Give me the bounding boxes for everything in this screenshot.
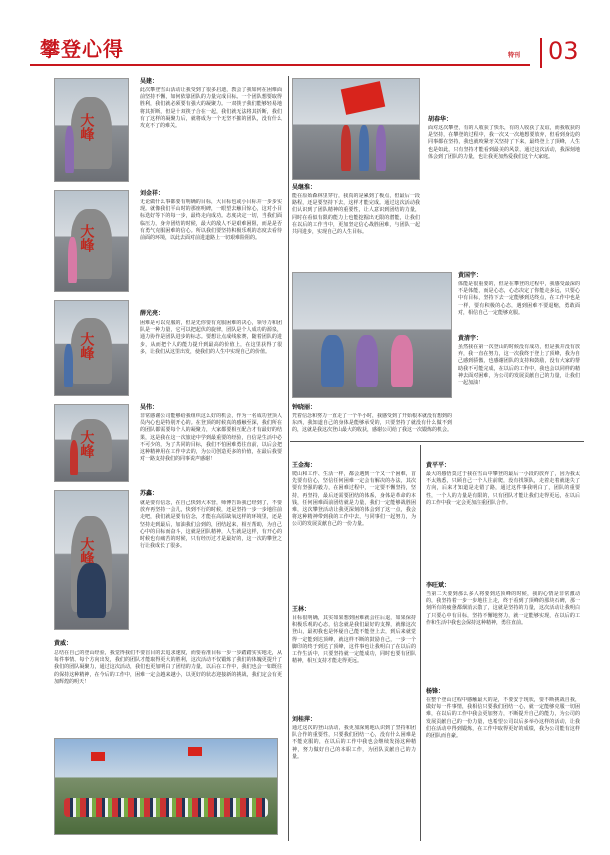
entry-text: 非常感谢公司能够给我组织这么好的机会，作为一名成功登顶人员内心也是特别开心的。在登顶的时候真的感触至深，我们所在的团队都需要每个人的凝聚力，大家都要相互配合才有最好的结果，这是我在这一次旅途中学到最重要的经验，自信是生活中必不可少的，为了共同的目标，我们不怕困难勇往直前，以后会把这种精神用在工作中去的，为公司创造更多的价值，在最后我要对一路支持我们的同事说声感谢！: [140, 413, 282, 463]
entry-photo: [54, 404, 129, 482]
page-header: [30, 30, 582, 70]
entry-text: 体能是很重要的，但是在攀登的过程中，我感受最深的不是体能，而是心态，心态决定了你能走多远，只要心中有目标，坚持下去一定能够到达终点，在工作中也是一样，要有积极的心态，遇到困难不要退缩，勇敢面对，相信自己一定能够克服。: [458, 281, 580, 316]
entry-author: 李旺斌：: [426, 582, 451, 589]
entry-text: 在整个登山过程中感触最大的是，不要安于现状，要不断挑战自我，做好每一件事情，我相信只要我们团结一心，就一定能够克服一切困难，在以后的工作中我会更加努力，不断提升自己的能力，为公司的发展贡献自己的一份力量，也希望公司以后多举办这样的活动，让我们在活动中得到锻炼，在工作中取得更好的成绩，我为公司能有这样的团队而自豪。: [426, 697, 580, 740]
page-title: 攀登心得: [40, 37, 124, 61]
entry-text: 通过这次的登山活动，我更加深刻地认识到了坚持和团队合作的重要性，只要我们团结一心，没有什么困难是不能克服的，在以后的工作中我也会继续发扬这种精神，努力做好自己的本职工作，为团队贡献自己的力量。: [292, 725, 416, 760]
entry-author: 黄平平：: [426, 462, 451, 469]
entry-photo: [54, 490, 129, 630]
entry-photo: [54, 190, 129, 292]
entry-author: 黄清宇：: [458, 335, 483, 342]
entry-author: 钟晓丽：: [292, 404, 317, 411]
entry-author: 王林：: [292, 606, 311, 613]
entry-text: 就是要有信念，在自己快到大本营，师傅告诉我已经到了，不要放弃再坚持一会儿，快到不行的时候，还是坚持一步一步地往前走吧，我们就是要有信念，才能在高原缺氧这样的环境里，还是坚持走到最后，加油我们会到的，团结起来，相互帮助，为自己心中的目标而奋斗，这就是团队精神，人生就是这样，有开心的时候也有痛苦的时候，只有经历过才是最好的，这一次的攀登之行让我成长了很多。: [140, 500, 282, 550]
entry-photo: [54, 300, 129, 396]
section-label: 特刊: [508, 52, 521, 59]
entry-photo: [292, 78, 420, 180]
entry-text: 目标很明确，其实如果想到困难就会往后退，如果保持积极乐观的心态，信念就是我们最好的支撑，就像这次登山，最初我也是怀疑自己能不能登上去，到后来就觉得一定能到达顶峰，就这样不断的鼓励自己，一步一个脚印的终于到达了顶峰，这件事也让我明白了在以后的工作生活中，只要坚持就一定能成功，同时也要有团队精神，相互支持才能走得更远。: [292, 615, 416, 665]
entry-text: 凭着信念和努力一直走了一个半小时，我感受到了开始根本就没有想到的东西，我知道自己的身体是能够承受的，只要坚持了就没有什么做不到的，这就是我这次登山最大的收获，感谢公司给了我这一次锻炼的机会。: [292, 413, 452, 434]
entry-author: 刘金祥：: [140, 190, 165, 197]
entry-author: 吴继淮：: [292, 184, 317, 191]
entry-text: 此次攀登雪山活动让我受到了很多启迪，教会了我如何在困难面前坚持不懈，如何依靠团队的力量完成目标。一个团队想要取得胜利，我们就必须要有强大的凝聚力。一双筷子我们能够轻易地将其折断，但是十双筷子合在一起，我们就无法将其折断，我们有了这样的凝聚力后，就将成为一个无坚不摧的团队，没有什么攻克不了的难关。: [140, 87, 282, 130]
entry-text: 当第二天要到那么多人将要到达顶峰的时候，我的心情是非常激动的，我坚持着一步一步地往上走，终于看到了顶峰的那块石碑，那一刻所有的疲惫都烟消云散了，这就是坚持的力量，这次活动让我明白了只要心中有目标，坚持不懈地努力，就一定能够实现，在以后的工作和生活中我也会保持这种精神，勇往直前。: [426, 591, 580, 626]
column-divider-1: [288, 76, 289, 841]
page-number: 03: [548, 37, 579, 65]
entry-author: 刘桂萍：: [292, 716, 317, 723]
entry-author: 胡春华：: [428, 116, 453, 123]
group-photo: [54, 738, 278, 835]
entry-text: 爬山和工作、生活一样，都会遇到一个又一个困难，首先要有信心，坚信任何困难一定会有解决的办法，其次要有坚强的毅力，在困难过程中，一定要不懈坚持，坚持，再坚持，最后还需要团结的体系，身体是革命的本钱，任何困难面前团结就是力量，我们一定能够战胜困难，这次攀登活动让我更深刻的体会到了这一点，我会将这种精神带到我的工作中去，与同事们一起努力，为公司的发展贡献自己的一份力量。: [292, 471, 416, 528]
entry-author: 黄国宇：: [458, 272, 483, 279]
header-divider: [30, 64, 530, 66]
row-divider: [290, 441, 584, 442]
entry-text: 面对这次攀登，有的人收获了快乐，有的人收获了友谊，而我收获的是坚持，在攀登的过程中，我一次又一次地想要放弃，但看到身边的同事都在坚持，我也就咬紧牙关坚持了下来，最终登上了顶峰，人生也是如此，只有坚持才能看到最美的风景，通过这次活动，我深刻地体会到了团队的力量，也让我更加热爱我们这个大家庭。: [428, 125, 580, 160]
entry-author: 黄威：: [54, 640, 73, 647]
entry-author: 苏鑫：: [140, 490, 159, 497]
entry-text: 困难是可以克服的，但是先你要有克服困难的决心，领导力和团队是一种力量，它可以把起伏的旋律，团队是个人成功的源泉，通力协作是团队进步的标志。要想让点成线象赛，随着团队的进步，从而把个人的能力提升到最高的价值上，在这里获得了很多，让我们从这里出发，使我们的人生中实现自己的价值。: [140, 320, 282, 355]
entry-author: 吴伟：: [140, 404, 159, 411]
entry-text: 无论做什么事都要有明确的目标，大目标也或小目标并一步步实现。就像我们平山时的那座明碑，一眼望去触目惊心，这对小目标迭好等下的每一步，最终走向成功。态度决定一切，当我们面临压力，身旁团结的时候，最大的敌人不是艰难困阻，而是是否有勇气克服困难的信心。所以我们要坚持积极乐观的态度去看待前面的环境，以此去面对前进道路上一切艰难险阻的。: [140, 199, 282, 242]
column-divider-2: [420, 445, 421, 841]
entry-author: 杨锋：: [426, 688, 445, 695]
header-vertical-bar: [540, 38, 542, 68]
entry-photo: [292, 272, 452, 398]
entry-author: 吴建：: [140, 78, 159, 85]
entry-text: 能在原始森林里穿行，我真的是累到了极点，但最后一段路程，还是要坚持下去，这样才能完成。通过这次活动我们认识到了团队精神的重要性，让人意识到团结的力量，同时在看似有限的能力上也能挖掘出无限的潜能，让我们在以后的工作当中，更加坚定信心战胜困难，与团队一起共同进步，实现自己的人生目标。: [292, 193, 420, 236]
entry-author: 王金海：: [292, 462, 317, 469]
entry-text: 最大的感悟莫过于我在雪山中攀登的最后一小段的放弃了，因为我太不太熟悉，只顾自己一个人往前爬，没有找领队，走着走着就迷失了方向，后来才知道是走错了路，通过这件事我明白了，团队的重要性，一个人的力量是有限的，只有团队才能让我们走得更远，在以后的工作中我一定会更加注重团队合作。: [426, 471, 580, 506]
entry-text: 虽然我在第一次登山的时候没有成功，但是我并没有放弃，我一直在努力，这一次我终于登上了顶峰，我为自己感到骄傲，也感谢团队的支持和鼓励，没有大家的帮助我不可能完成，在以后的工作中，我也会以同样的精神去面对困难，为公司的发展贡献自己的力量，让我们一起加油！: [458, 344, 580, 387]
entry-photo: [54, 78, 129, 182]
entry-text: 总结在自己的登山经验，我觉得我们不要盲目的去追求速度，而要看准目标一步一步踏踏实实地走，从每件事情、每个方向出发，我们的团队才能取得更大的胜利，这次活动不仅锻炼了我们的体魄更提升了我们的团队凝聚力，通过这次活动，我们也更加明白了团结的力量，以后在工作中，我们也会一如既往的保持这种精神，在今后的工作中，困难一定会越来越小，以更好的状态迎接新的挑战，我们定会有更加辉煌的明天！: [54, 650, 282, 685]
entry-author: 薛光亮：: [140, 310, 165, 317]
